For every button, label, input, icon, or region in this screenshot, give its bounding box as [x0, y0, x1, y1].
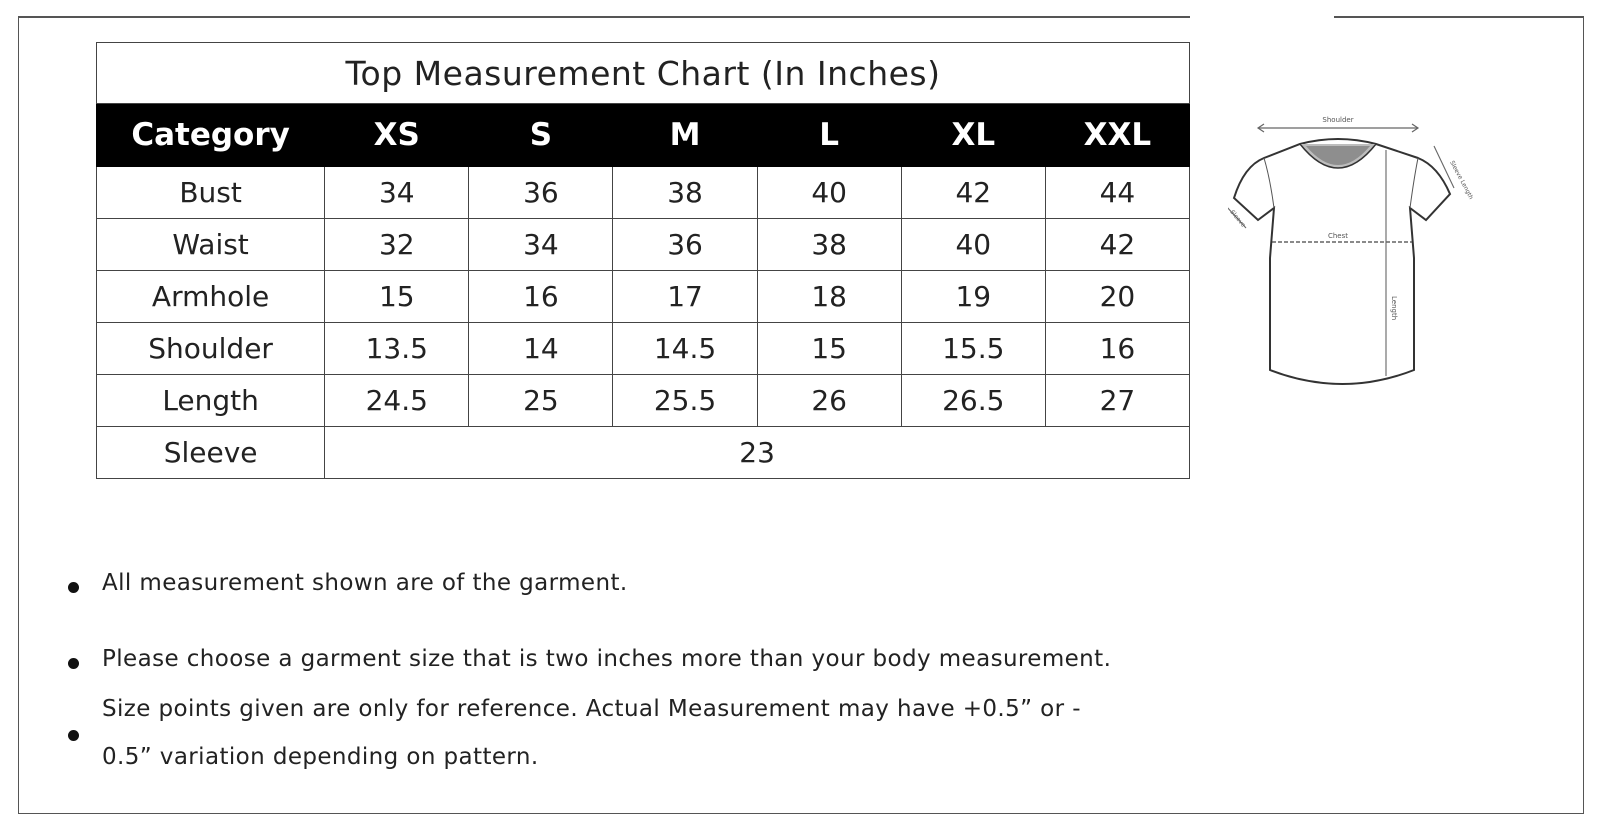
note-text: Please choose a garment size that is two inches more than your body measurement.: [102, 646, 1112, 672]
table-cell: 24.5: [325, 375, 469, 427]
header-size: XS: [325, 104, 469, 167]
row-category: Bust: [97, 167, 325, 219]
table-cell: 44: [1045, 167, 1189, 219]
frame-top-line: [1334, 16, 1584, 18]
table-row: [97, 323, 1190, 375]
table-cell: 32: [325, 219, 469, 271]
table-row: [97, 375, 1190, 427]
row-category: Length: [97, 375, 325, 427]
header-size: XL: [901, 104, 1045, 167]
table-row: [97, 427, 1190, 479]
chart-title: Top Measurement Chart (In Inches): [97, 43, 1190, 104]
header-size: M: [613, 104, 757, 167]
chest-label: Chest: [1327, 232, 1349, 240]
header-category: Category: [97, 104, 325, 167]
row-category: Sleeve: [97, 427, 325, 479]
table-cell: 19: [901, 271, 1045, 323]
table-cell: 34: [469, 219, 613, 271]
size-chart-table: [96, 42, 1190, 479]
table-cell: 26.5: [901, 375, 1045, 427]
table-cell: 16: [469, 271, 613, 323]
table-cell: 15.5: [901, 323, 1045, 375]
header-size: XXL: [1045, 104, 1189, 167]
tshirt-measurement-diagram: [1228, 108, 1518, 408]
table-cell: 25.5: [613, 375, 757, 427]
table-cell: 18: [757, 271, 901, 323]
table-cell: 26: [757, 375, 901, 427]
table-row: [97, 219, 1190, 271]
table-cell: 38: [613, 167, 757, 219]
table-cell: 36: [469, 167, 613, 219]
frame-top-line: [18, 16, 1190, 18]
header-size: L: [757, 104, 901, 167]
table-cell: 15: [757, 323, 901, 375]
table-cell: 40: [757, 167, 901, 219]
table-cell: 42: [1045, 219, 1189, 271]
shoulder-label: Shoulder: [1322, 116, 1354, 124]
table-cell: 16: [1045, 323, 1189, 375]
row-category: Armhole: [97, 271, 325, 323]
row-category: Waist: [97, 219, 325, 271]
table-header-row: [97, 104, 1190, 167]
table-cell: 13.5: [325, 323, 469, 375]
note-text: Size points given are only for reference. Actual Measurement may have +0.5” or -: [102, 696, 1081, 722]
table-cell: 14.5: [613, 323, 757, 375]
length-label: Length: [1390, 296, 1398, 321]
table-cell: 34: [325, 167, 469, 219]
table-cell: 14: [469, 323, 613, 375]
sleeve-value-cell: 23: [325, 427, 1190, 479]
bullet-icon: [68, 658, 79, 669]
table-cell: 36: [613, 219, 757, 271]
table-cell: 25: [469, 375, 613, 427]
sleeve-length-label: Sleeve Length: [1448, 159, 1475, 201]
bullet-icon: [68, 582, 79, 593]
table-cell: 38: [757, 219, 901, 271]
header-size: S: [469, 104, 613, 167]
table-row: [97, 167, 1190, 219]
table-cell: 20: [1045, 271, 1189, 323]
table-title-row: [97, 43, 1190, 104]
table-cell: 27: [1045, 375, 1189, 427]
row-category: Shoulder: [97, 323, 325, 375]
note-text: 0.5” variation depending on pattern.: [102, 744, 539, 770]
table-row: [97, 271, 1190, 323]
note-text: All measurement shown are of the garment.: [102, 570, 628, 596]
table-cell: 40: [901, 219, 1045, 271]
bullet-icon: [68, 730, 79, 741]
table-cell: 42: [901, 167, 1045, 219]
table-cell: 17: [613, 271, 757, 323]
sleeve-label: Sleeve: [1228, 208, 1247, 229]
table-cell: 15: [325, 271, 469, 323]
